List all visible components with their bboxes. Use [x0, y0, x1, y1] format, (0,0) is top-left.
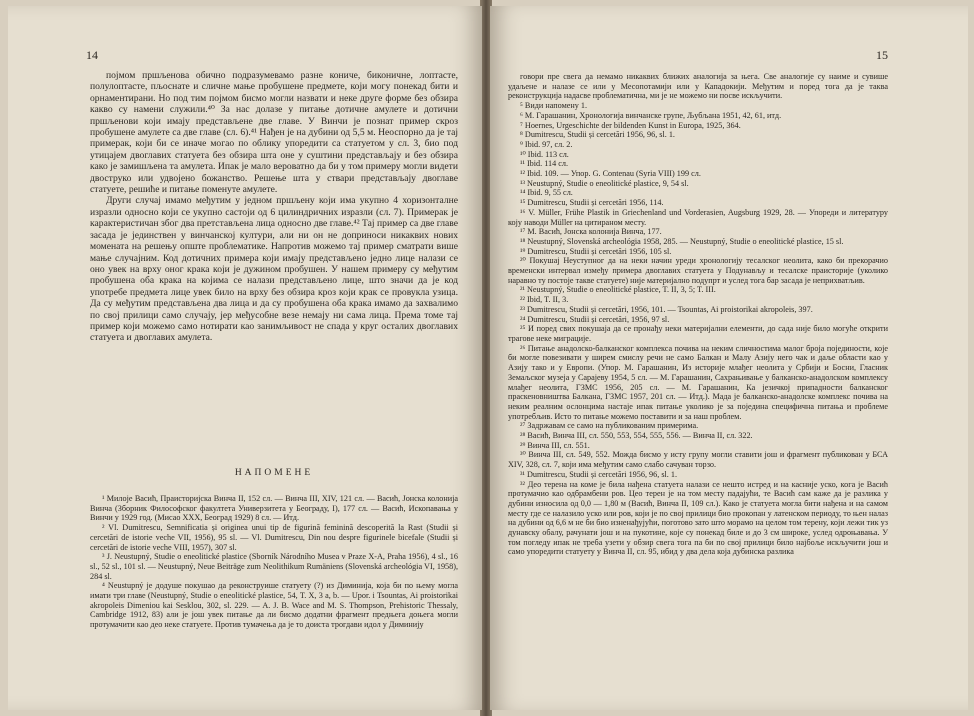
notes-heading: НАПОМЕНЕ	[234, 468, 314, 478]
footnote: ¹⁹ Dumitrescu, Studii și cercetări 1956, 105 sl.	[520, 246, 672, 256]
footnote: ²⁰ Покушај Неуступног да на неки начин уреди хронологију тесалског неолита, како би прекорачио временски интервал између примера двоглавих статуета у Подунављу и тесалске праисторије (уколико наравно ту постоје такве статуете) није материјално подупрт и услед тога бар засада је неприхватљив.	[508, 256, 888, 285]
footnote: ⁷ Hoernes, Urgeschichte der bildenden Kunst in Europa, 1925, 364.	[520, 120, 741, 130]
footnotes	[90, 494, 458, 630]
footnote: ⁴ Neustupný је додуше покушао да реконструише статуету (?) из Диминија, која би по њему могла имати три главе (Neustupný, Studie o eneolitické plastice, 54, T. X, 3 a, b. — Upor. i Tsountas, Ai proistorikai akropoleis Dimeniou kai Sesklou, 302, sl. 229. — A. J. B. Wace and M. S. Thompson, Prehistoric Thessaly, Cambridge 1912, 83) али је још увек питање да ли бисмо додатни фрагмент предњега доњега могли протумачити као део неке статуете. Против тумачења да је то доиста трогдави идол у Диминију	[90, 581, 458, 630]
footnote: ¹³ Neustupný, Studie o eneolitické plastice, 9, 54 sl.	[520, 178, 689, 188]
footnote: ²⁷ Задржавам се само на публикованим примерима.	[520, 421, 699, 431]
footnote: ²⁸ Васић, Винча III, сл. 550, 553, 554, 555, 556. — Винча II, сл. 322.	[520, 431, 753, 441]
footnote: ¹⁶ V. Müller, Frühe Plastik in Griechenland und Vorderasien, Augsburg 1929, 28. — Упореди и литературу коју наводи Müller на цитираном месту.	[508, 207, 888, 227]
footnote: ² Vl. Dumitrescu, Semnificatia și originea unui tip de figurină feminină descoperită la Rast (Studii și cercetări de istorie veche VII, 1956), 95 sl. — Vl. Dumitrescu, Din nou despre figurinele bicefale (Studii și cercetări de istorie veche VIII, 1957), 307 sl.	[90, 523, 458, 552]
footnote: ²⁴ Dumitrescu, Studii și cercetări, 1956, 97 sl.	[520, 314, 670, 324]
footnote: ¹¹ Ibid. 114 сл.	[520, 159, 569, 169]
footnote: ³ J. Neustupný, Studie o eneolitické plastice (Sborník Národního Musea v Praze X-A, Praha 1956), 4 sl., 16 sl., 52 sl., 101 sl. — Neustupný, Neue Beiträge zum Neolithikum Rumäniens (Slovenská archeológia VI, 1958), 284 sl.	[90, 552, 458, 581]
footnote: ²¹ Neustupný, Studie o eneolitické plastice, T. II, 3, 5; T. III.	[520, 285, 716, 295]
footnote: ¹⁸ Neustupný, Slovenská archeológia 1958, 285. — Neustupný, Studie o eneolitické plastice, 15 sl.	[520, 236, 844, 246]
footnote: ⁸ Dumitrescu, Studii și cercetări 1956, 96, sl. 1.	[520, 130, 675, 140]
footnote: ¹² Ibid. 109. — Упор. G. Contenau (Syria VIII) 199 сл.	[520, 169, 701, 179]
page-number: 14	[86, 48, 98, 62]
footnote: ⁵ Види напомену 1.	[520, 101, 588, 111]
left-page	[8, 6, 482, 710]
footnote: ⁹ Ibid. 97, сл. 2.	[520, 139, 573, 149]
footnote: ²³ Dumitrescu, Studii și cercetări, 1956, 101. — Tsountas, Ai proistorikai akropoleis, 397.	[520, 304, 813, 314]
right-page	[490, 6, 968, 710]
main-text	[90, 70, 458, 344]
footnote: ³¹ Dumitrescu, Studii și cercetări 1956, 96, sl. 1.	[520, 469, 678, 479]
footnote: ¹⁷ М. Васић, Јонска колонија Винча, 177.	[520, 227, 662, 237]
footnote: ²⁹ Винча III, сл. 551.	[520, 440, 590, 450]
footnotes	[508, 72, 888, 557]
footnote: ¹⁴ Ibid. 9, 55 сл.	[520, 188, 573, 198]
paragraph: појмом пршљенова обично подразумевамо разне кониче, биконичне, лоптасте, полулоптасте, пљоснате и сличне мање пробушене предмете, који могу понекад бити и орнаментирани. Но под тим појмом бисмо могли назвати и неке друге форме без обзира какво су намени служили.⁴⁰ За нас долазе у питање дотичне амулете и дотични пршљенови који имају представљене две главе. У Винчи је познат пример скроз пробушене амулете са две главе (сл. 6).⁴¹ Нађен је на дубини од 5,5 м. Неоспорно да је тај примерак, који би се иначе могао по облику упоредити са статуетом у сл. 3, био под утицајем двоглавих статуета без обзира шта оне у суштини представљају и без обзира како је замишљена та амулета. Ипак је мало вероватно да би у том примеру могли видети двоструко или удвојено божанство. Решење шта у ствари представљају двоглаве статуете, решиће и питање поменуте амулете.	[90, 70, 458, 196]
footnote: ²² Ibid, T. II, 3.	[520, 295, 569, 305]
paragraph: Други случај имамо међутим у једном пршљену који има укупно 4 хоризонталне изразли односно који се укупно састоји од 6 цилиндричних изразли (сл. 7). Примерак је карактеристичан због два претстављена лица односно две главе.⁴² Тај пример са две главе засада је јединствен у винчанској култури, али ни он не доприноси никаквих нових момената на решењу опште проблематике. Напротив можемо тај пример сматрати више мање случајним. Код дотичних примера који имају представљено једно лице налази се оно увек на врху оног крака који је дужином пробушен. У нашем примеру су међутим пробушена оба крака на којима се налази представљено лице, што значи да је код употребе предмета лице увек било на врху без обзира кроз који крак се провукла узица. Да су међутим представљена два лица и да су пробушена оба крака имамо да захвалимо по свој прилици само случају, јер међусобне везе немају ни сама лица. Према томе тај пример који можемо само нотирати као занимљивост не спада у круг осталих двоглавих статуета и двоглавих амулета.	[90, 195, 458, 344]
page-number: 15	[876, 48, 888, 62]
footnote: ¹ Милоје Васић, Праисторијска Винча II, 152 сл. — Винча III, XIV, 121 сл. — Васић, Јонска колонија Винча (Зборник Философског факултета Универзитета у Београду, I), 177 сл. — Васић, Ископавања у Винчи у 1929 год. (Мисао XXX, Београд 1929) 8 сл. — Итд.	[90, 494, 458, 523]
footnote: ¹⁰ Ibid. 113 сл.	[520, 149, 569, 159]
footnote: ¹⁵ Dumitrescu, Studii și cercetări 1956, 114.	[520, 198, 664, 208]
footnote: ⁶ М. Гарашанин, Хронологија винчанске групе, Љубљана 1951, 42, 61, итд.	[520, 110, 782, 120]
footnote: говори пре свега да немамо никаквих ближих аналогија за њега. Све аналогије су наиме и сувише удаљене и налазе се или у Месопотамији или у Кападокији. Међутим и поред тога да је таква реконструкција надасве проблематична, ми је не можемо ни посве искључити.	[508, 72, 888, 101]
footnote: ²⁵ И поред свих покушаја да се пронађу неки материјални елементи, до сада није било могуће открити трагове неке миграције.	[508, 324, 888, 343]
footnote: ³⁰ Винча III, сл. 549, 552. Можда бисмо у исту групу могли ставити још и фрагмент публикован у БСА XIV, 328, сл. 7, који има међутим само слабо сачуван торзо.	[508, 450, 888, 470]
footnote: ²⁶ Питање анадолско-балканског комплекса почива на неким сличностима малог броја појединости, које би могле повезивати у ширем смислу речи не само Балкан и Малу Азију него чак и даље области као у Азију тако и у Европи. (Упор. М. Гарашанин, Из историје млађег неолита у Србији и Босни, Гласник Земаљског музеја у Сарајеву 1954, 5 сл. — М. Гарашанин, Сахрањивање у балканско-анадолском комплексу млађег неолита, ГЗМС 1956, 205 сл. — М. Гарашанин, Ка језичкој припадности балканског праскеновништва Балкана, ГЗМС 1957, 201 сл. — Итд.). Мада је балканско-анадолске комплекс почива на неким реалним ослонцима настаје ипак питање уколико је за поједина специфична питања и проблеме употребљив. Исто то питање можемо поставити и за наш проблем.	[508, 343, 888, 421]
footnote: ³² Део терена на коме је била нађена статуета налази се нешто истред и на касније уско, кога је Васић протумачио као одбрамбени ров. Цео терен је на том месту падајући, те Васић сам каже да је разлика у дубини износила од 0,0 — 1,80 м (Васић, Винча II, 109 сл.). Како је статуета могла бити нађена и на самом месту где се налазило уско или ров, који је по свој прилици био прокопан у латенском периоду, то њен налаз на дубини од 6,6 м не би био изненађујући, поготово зато што морамо на целом том терену, који лежи тик уз дунавску обалу, рачунати још и на пукотине, које су понекад биле и до 3 см широке, услед одроњавања. У том погледу ипак не треба узети у обзир свега тога па би по свој прилици било најбоље искључити још и само упоредити статуету у Винча II, сл. 95, ибид у два дела која дубинска разлика	[508, 479, 888, 557]
